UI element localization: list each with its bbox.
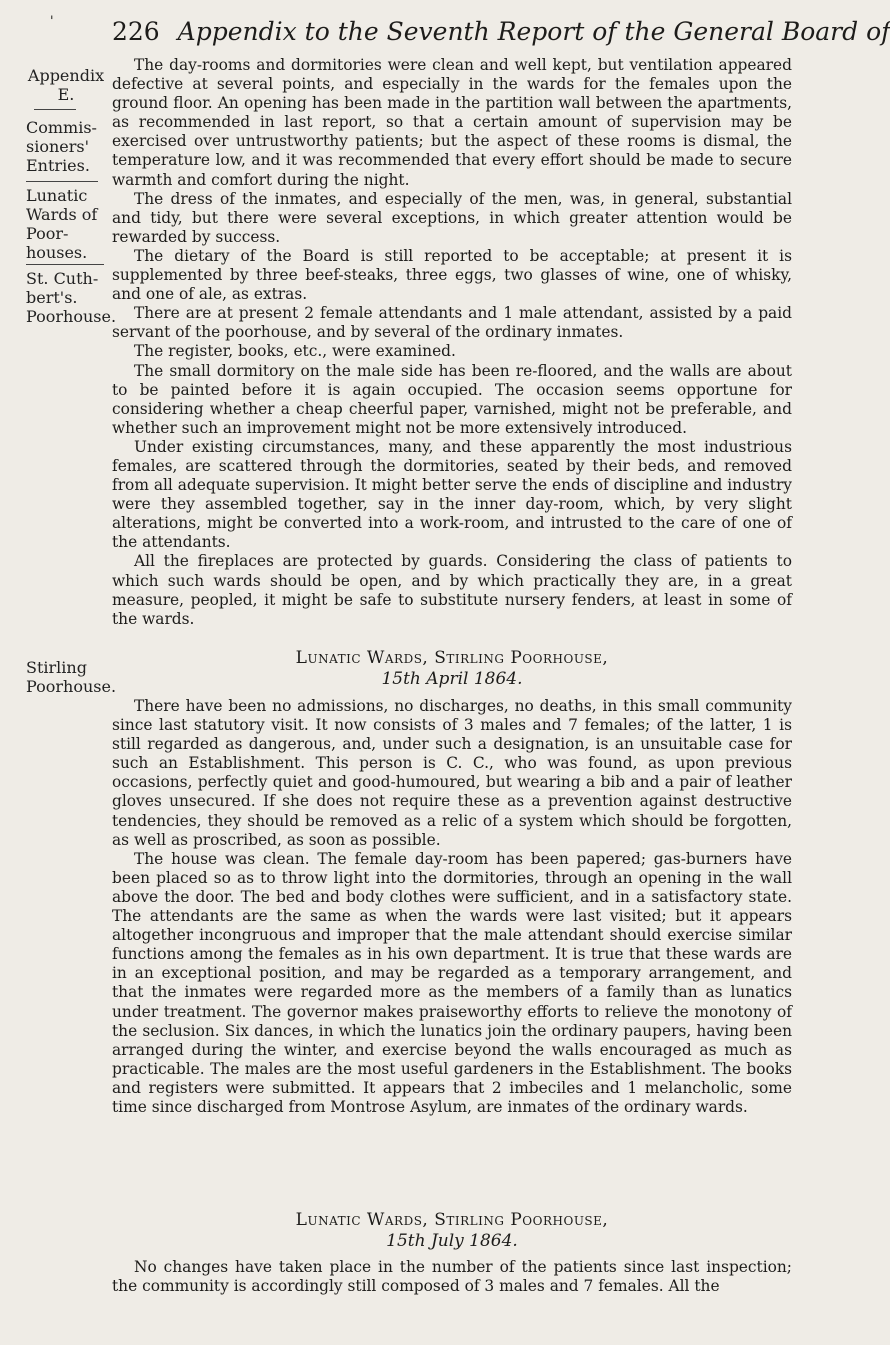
margin-note-st-cuthberts: St. Cuth- bert's. Poorhouse. [26,264,104,326]
paragraph: Under existing circumstances, many, and these apparently the most industrious females, are scattered through the dormitories, seated by their beds, and removed from all adequate supervision. It might better serve the ends of discipline and industry were they assembled together, say in the inner day-room, which, by very slight alterations, might be converted into a work-room, and intrusted to the care of one of the attendants. [112,437,792,552]
margin-divider [34,109,76,110]
margin-note-appendix [26,66,106,115]
running-head-title: Appendix to the Seventh Report of the General Board of [177,17,890,46]
paragraph: The register, books, etc., were examined. [134,342,456,361]
margin-note-lunatic-wards: Lunatic Wards of Poor- houses. [26,181,98,262]
section-st-cuthberts-body [112,56,792,629]
paragraph: There have been no admissions, no discharges, no deaths, in this small community since last statutory visit. It now consists of 3 males and 7 females; of the latter, 1 is still regarded as dangerous, and, under such a designation, is an unsuitable case for such an Establishment. This person is C. C., who was found, as upon previous occasions, perfectly quiet and good-humoured, but wearing a bib and a pair of leather gloves unsecured. If she does not require these as a prevention against destructive tendencies, they should be removed as a relic of a system which should be forgotten, as well as proscribed, as soon as possible. [112,697,792,849]
paragraph: No changes have taken place in the number of the patients since last inspection; the community is accordingly still composed of 3 males and 7 females. All the [112,1258,792,1296]
section-april-body [112,697,792,1117]
margin-note-stirling: Stirling Poorhouse. [26,658,117,696]
paragraph: The dietary of the Board is still reported to be acceptable; at present it is supplemented by three beef-steaks, three eggs, two glasses of wine, one of whisky, and one of ale, as extras. [112,246,792,304]
margin-appendix-letter: E. [57,85,75,104]
margin-note-commissioners: Commis- sioners' Entries. [26,118,97,175]
corner-mark: ' [50,14,54,29]
running-header [112,17,890,47]
section-heading-april [112,648,792,690]
paragraph: The dress of the inmates, and especially of the men, was, in general, substantial and tidy, but there were several exceptions, in which greater attention would be rewarded by success. [112,189,792,246]
section-date: 15th April 1864. [381,669,523,689]
section-title: Lunatic Wards, Stirling Poorhouse, [295,1210,609,1230]
paragraph: There are at present 2 female attendants and 1 male attendant, assisted by a paid servant of the poorhouse, and by several of the ordinary inmates. [112,304,792,342]
paragraph: All the fireplaces are protected by guards. Considering the class of patients to which such wards should be open, and by which practically they are, in a great measure, peopled, it might be safe to substitute nursery fenders, at least in some of the wards. [112,552,792,628]
page-number: 226 [112,17,160,46]
margin-appendix-label: Appendix [27,66,105,85]
section-heading-july [112,1210,792,1252]
section-july-body [112,1258,792,1296]
section-title: Lunatic Wards, Stirling Poorhouse, [295,648,609,668]
paragraph: The small dormitory on the male side has been re-floored, and the walls are about to be painted before it is again occupied. The occasion seems opportune for considering whether a cheap cheerful paper, varnished, might not be preferable, and whether such an improvement might not be more extensively introduced. [112,361,792,437]
section-date: 15th July 1864. [386,1231,518,1251]
paragraph: The day-rooms and dormitories were clean and well kept, but ventilation appeared defective at several points, and especially in the wards for the females upon the ground floor. An opening has been made in the partition wall between the apartments, as recommended in last report, so that a certain amount of supervision may be exercised over untrustworthy patients; but the aspect of these rooms is dismal, the temperature low, and it was recommended that every effort should be made to secure warmth and comfort during the night. [112,56,792,189]
paragraph: The house was clean. The female day-room has been papered; gas-burners have been placed so as to throw light into the dormitories, through an opening in the wall above the door. The bed and body clothes were sufficient, and in a satisfactory state. The attendants are the same as when the wards were last visited; but it appears altogether incongruous and improper that the male attendant should exercise similar functions among the females as in his own department. It is true that these wards are in an exceptional position, and may be regarded as a temporary arrangement, and that the inmates were regarded more as the members of a family than as lunatics under treatment. The governor makes praiseworthy efforts to relieve the monotony of the seclusion. Six dances, in which the lunatics join the ordinary paupers, having been arranged during the winter, and exercise beyond the walls encouraged as much as practicable. The males are the most useful gardeners in the Establishment. The books and registers were submitted. It appears that 2 imbeciles and 1 melancholic, some time since discharged from Montrose Asylum, are inmates of the ordinary wards. [112,849,792,1116]
